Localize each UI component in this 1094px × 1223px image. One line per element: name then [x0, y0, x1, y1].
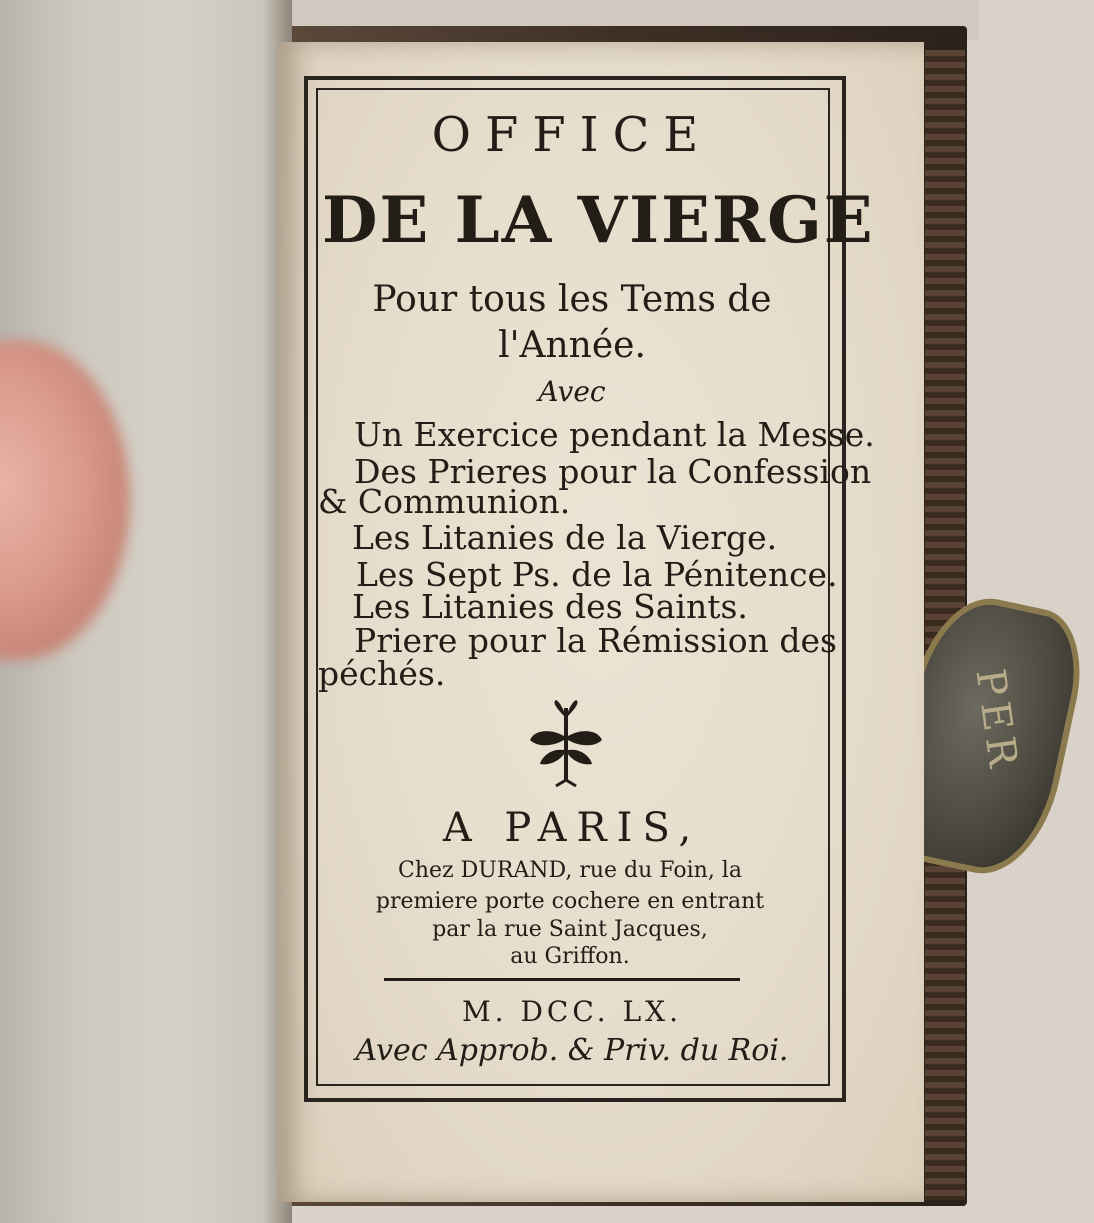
subtitle-line-2: l'Année.	[498, 325, 646, 366]
contents-line: Un Exercice pendant la Messe.	[354, 415, 875, 454]
imprint-line: Chez DURAND, rue du Foin, la	[398, 858, 742, 883]
avec-label: Avec	[538, 375, 606, 408]
contents-line: Des Prieres pour la Confession	[354, 452, 872, 491]
subtitle-line-1: Pour tous les Tems de	[372, 279, 772, 320]
title-office: OFFICE	[431, 107, 713, 163]
contents-line: Les Litanies de la Vierge.	[352, 518, 778, 557]
printer-ornament-icon	[526, 700, 606, 786]
contents-line: Les Litanies des Saints.	[352, 587, 748, 626]
contents-line: Priere pour la Rémission des	[354, 621, 837, 660]
publication-date: M. DCC. LX.	[462, 995, 682, 1028]
clasp-engraving: PER	[966, 666, 1027, 776]
divider-rule	[384, 978, 740, 981]
imprint-line: par la rue Saint Jacques,	[432, 917, 708, 942]
title-de-la-vierge: DE LA VIERGE	[322, 183, 875, 258]
contents-line: & Communion.	[318, 482, 571, 521]
imprint-line: au Griffon.	[510, 944, 630, 969]
imprint-place: A PARIS,	[442, 805, 702, 851]
contents-line: Les Sept Ps. de la Pénitence.	[356, 555, 838, 594]
privilege-line: Avec Approb. & Priv. du Roi.	[355, 1033, 789, 1068]
imprint-line: premiere porte cochere en entrant	[375, 889, 765, 914]
contents-line: péchés.	[318, 654, 446, 693]
